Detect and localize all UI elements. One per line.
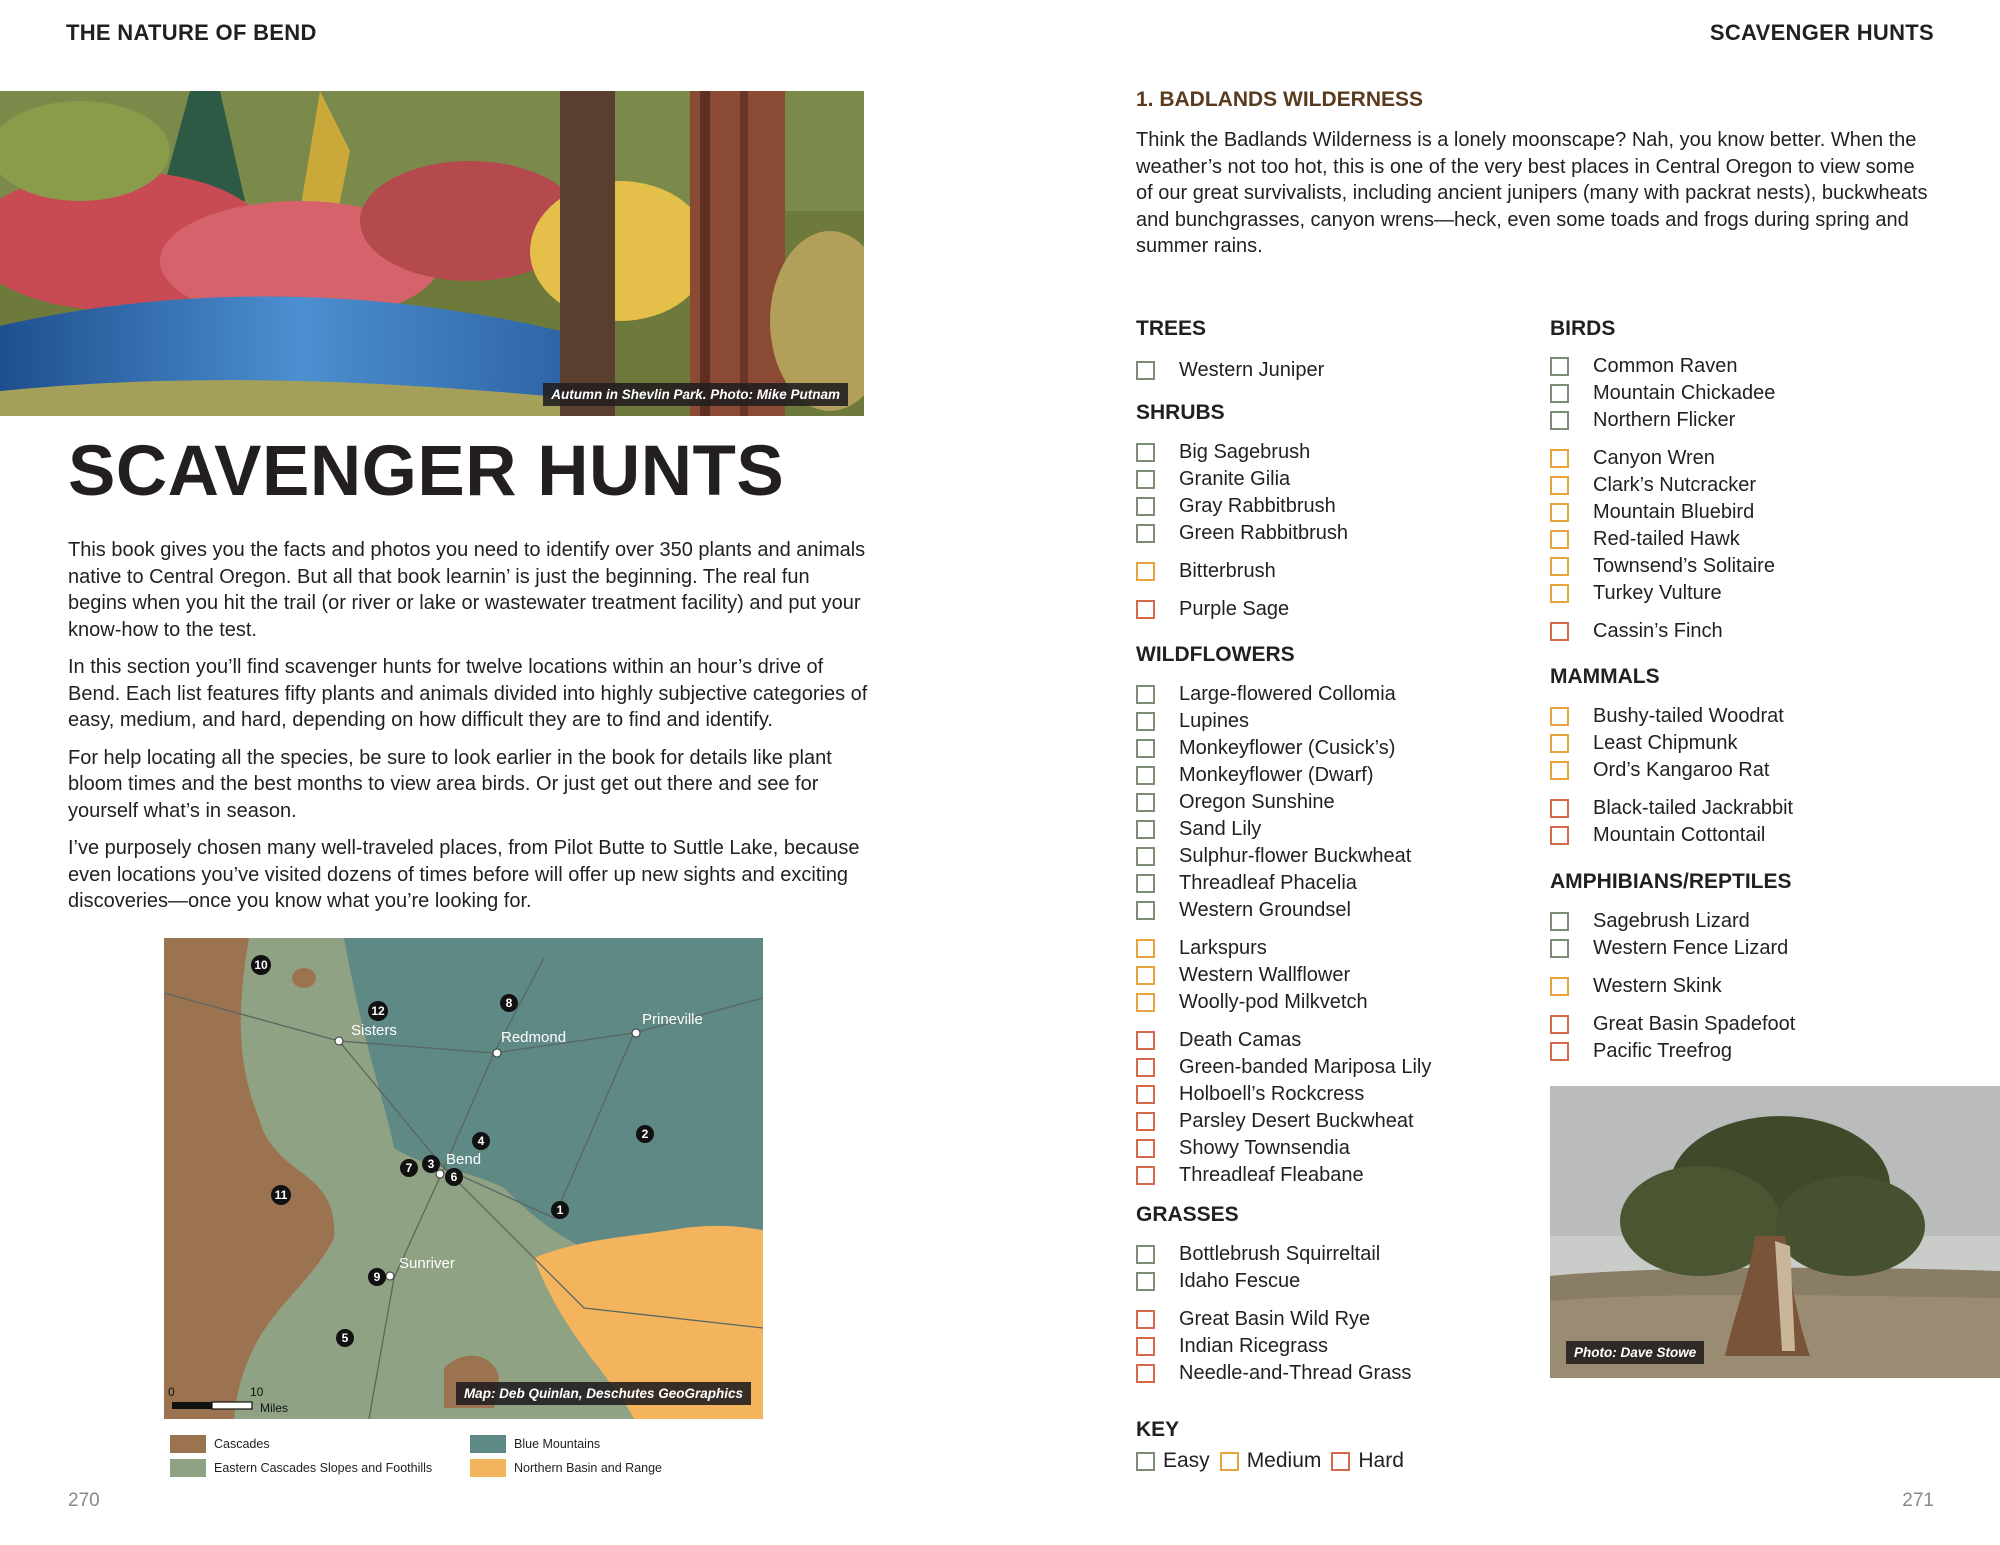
map-caption: Map: Deb Quinlan, Deschutes GeoGraphics [456,1382,751,1405]
svg-text:3: 3 [427,1157,435,1171]
category-trees: TREES [1136,317,1207,340]
section-text: Think the Badlands Wilderness is a lonely moonscape? Nah, you know better. When the weather’s not too hot, this is one of the very best places in Central Oregon to view some of our great survivalists, including ancient junipers (many with packrat nests), buckwheats and bunchgrasses, canyon wrens—heck, even some toads and frogs during spring and summer rains. [1136,129,1928,257]
svg-text:1: 1 [556,1203,564,1217]
checklist-item-birds: Mountain Chickadee [1593,382,1776,404]
checklist-item-mammals: Bushy-tailed Woodrat [1593,705,1784,727]
intro-paragraph: I’ve purposely chosen many well-traveled places, from Pilot Butte to Suttle Lake, because even locations you’ve visited dozens of times before will offer up new sights and exciting discoveries—once you know what you’re looking for. [68,837,860,912]
legend-swatch-cascades [170,1435,206,1453]
checkbox-wildflowers[interactable] [1136,874,1155,893]
checklist-item-shrubs: Bitterbrush [1179,560,1276,582]
site-marker-8 [500,994,518,1012]
checklist-item-shrubs: Gray Rabbitbrush [1179,495,1336,517]
checkbox-wildflowers[interactable] [1136,1085,1155,1104]
checklist-item-amphibians: Sagebrush Lizard [1593,910,1750,932]
checklist-item-wildflowers: Oregon Sunshine [1179,791,1335,813]
legend-swatch-basin [470,1459,506,1477]
legend-label: Eastern Cascades Slopes and Foothills [214,1461,433,1475]
checklist-item-grasses: Needle-and-Thread Grass [1179,1362,1412,1384]
key-heading: KEY [1136,1418,1180,1441]
checkbox-wildflowers[interactable] [1136,685,1155,704]
checklist-item-mammals: Ord’s Kangaroo Rat [1593,759,1770,781]
checklist-item-shrubs: Green Rabbitbrush [1179,522,1348,544]
checkbox-grasses[interactable] [1136,1310,1155,1329]
checkbox-wildflowers[interactable] [1136,847,1155,866]
checkbox-wildflowers[interactable] [1136,939,1155,958]
checkbox-wildflowers[interactable] [1136,901,1155,920]
checklist-item-shrubs: Granite Gilia [1179,468,1291,490]
checklist-item-wildflowers: Sulphur-flower Buckwheat [1179,845,1412,867]
checklist-item-grasses: Indian Ricegrass [1179,1335,1328,1357]
site-marker-7 [400,1159,418,1177]
checklist-item-wildflowers: Monkeyflower (Dwarf) [1179,764,1374,786]
category-mammals: MAMMALS [1550,665,1660,688]
site-marker-1 [551,1201,569,1219]
checklist-item-mammals: Mountain Cottontail [1593,824,1766,846]
checklist-item-birds: Mountain Bluebird [1593,501,1755,523]
checkbox-wildflowers[interactable] [1136,739,1155,758]
checklist-item-birds: Cassin’s Finch [1593,620,1723,642]
legend-blue [470,1435,600,1453]
svg-text:Miles: Miles [260,1401,289,1415]
page-number-right: 271 [1902,1490,1934,1511]
checkbox-birds[interactable] [1550,557,1569,576]
checkbox-birds[interactable] [1550,449,1569,468]
category-shrubs: SHRUBS [1136,401,1225,424]
checkbox-birds[interactable] [1550,476,1569,495]
checkbox-mammals[interactable] [1550,826,1569,845]
checkbox-mammals[interactable] [1550,734,1569,753]
checklist-item-amphibians: Great Basin Spadefoot [1593,1013,1796,1035]
checkbox-shrubs[interactable] [1136,524,1155,543]
svg-text:9: 9 [373,1270,381,1284]
svg-text:10: 10 [250,1385,264,1399]
key-medium-label: Medium [1246,1449,1322,1472]
key-medium-checkbox [1220,1452,1239,1471]
checkbox-mammals[interactable] [1550,761,1569,780]
checkbox-birds[interactable] [1550,584,1569,603]
western-juniper-photo [1550,1086,2000,1378]
page-number-left: 270 [68,1490,100,1511]
category-birds: BIRDS [1550,317,1616,340]
checkbox-amphibians[interactable] [1550,1015,1569,1034]
checkbox-amphibians[interactable] [1550,912,1569,931]
site-marker-6 [445,1168,463,1186]
legend-cascades [170,1435,270,1453]
checklist-item-wildflowers: Threadleaf Phacelia [1179,872,1357,894]
svg-text:0: 0 [168,1385,175,1399]
category-wildflowers: WILDFLOWERS [1136,643,1295,666]
juniper-photo-caption: Photo: Dave Stowe [1566,1341,1704,1364]
checkbox-wildflowers[interactable] [1136,1031,1155,1050]
checkbox-birds[interactable] [1550,530,1569,549]
svg-text:5: 5 [341,1331,349,1345]
site-marker-5 [336,1329,354,1347]
svg-text:2: 2 [641,1127,649,1141]
checklist-item-grasses: Idaho Fescue [1179,1270,1301,1292]
checkbox-birds[interactable] [1550,357,1569,376]
svg-text:4: 4 [477,1134,485,1148]
checkbox-shrubs[interactable] [1136,497,1155,516]
checklist-item-birds: Clark’s Nutcracker [1593,474,1756,496]
checkbox-shrubs[interactable] [1136,600,1155,619]
checklist-item-amphibians: Western Skink [1593,975,1722,997]
photo-caption: Autumn in Shevlin Park. Photo: Mike Putnam [543,383,848,406]
checkbox-wildflowers[interactable] [1136,820,1155,839]
town-label-bend: Bend [446,1151,482,1168]
checkbox-birds[interactable] [1550,622,1569,641]
checklist-item-shrubs: Purple Sage [1179,598,1290,620]
key-hard-label: Hard [1358,1449,1404,1472]
section-heading: 1. BADLANDS WILDERNESS [1136,88,1424,111]
checklist-item-wildflowers: Lupines [1179,710,1250,732]
category-amphibians-reptiles: AMPHIBIANS/REPTILES [1550,870,1792,893]
site-marker-3 [422,1155,440,1173]
checklist-item-wildflowers: Western Wallflower [1179,964,1351,986]
checklist-item-wildflowers: Monkeyflower (Cusick’s) [1179,737,1396,759]
category-grasses: GRASSES [1136,1203,1239,1226]
checklist-item-shrubs: Big Sagebrush [1179,441,1311,463]
checklist-item-wildflowers: Death Camas [1179,1029,1302,1051]
checkbox-wildflowers[interactable] [1136,1139,1155,1158]
town-label-prineville: Prineville [642,1011,703,1028]
town-label-sunriver: Sunriver [399,1255,455,1272]
intro-paragraph: For help locating all the species, be sure to look earlier in the book for details like plant bloom times and the best months to view area birds. Or just get out there and see for yourself what’s in season. [68,746,832,822]
legend-label: Cascades [214,1437,270,1451]
checkbox-wildflowers[interactable] [1136,1112,1155,1131]
intro-paragraph: In this section you’ll find scavenger hunts for twelve locations within an hour’s drive of Bend. Each list features fifty plants and animals divided into highly subjective categories of easy, medium, and hard, depending on how difficult they are to find and identify. [68,656,868,731]
checklist-item-wildflowers: Larkspurs [1179,937,1267,959]
running-head-right: SCAVENGER HUNTS [1709,20,1934,45]
key-hard-checkbox [1331,1452,1350,1471]
checkbox-wildflowers[interactable] [1136,1058,1155,1077]
svg-text:7: 7 [405,1161,413,1175]
key-easy-checkbox [1136,1452,1155,1471]
checkbox-wildflowers[interactable] [1136,966,1155,985]
checklist-item-wildflowers: Parsley Desert Buckwheat [1179,1110,1414,1132]
checklist-item-wildflowers: Large-flowered Collomia [1179,683,1396,705]
svg-text:10: 10 [254,958,268,972]
checklist-item-wildflowers: Sand Lily [1179,818,1262,840]
checkbox-grasses[interactable] [1136,1272,1155,1291]
checkbox-amphibians[interactable] [1550,1042,1569,1061]
checkbox-mammals[interactable] [1550,799,1569,818]
checklist-item-amphibians: Pacific Treefrog [1593,1040,1732,1062]
checklist-item-wildflowers: Holboell’s Rockcress [1179,1083,1365,1105]
legend-label: Blue Mountains [514,1437,601,1451]
checklist-item-birds: Townsend’s Solitaire [1593,555,1775,577]
site-marker-10 [251,955,271,975]
checkbox-birds[interactable] [1550,411,1569,430]
legend-swatch-eastern [170,1459,206,1477]
checklist-item-wildflowers: Showy Townsendia [1179,1137,1350,1159]
intro-text [68,537,868,926]
checklist-item-wildflowers: Western Groundsel [1179,899,1351,921]
svg-text:12: 12 [371,1004,385,1018]
legend-swatch-blue [470,1435,506,1453]
checklist-item-birds: Turkey Vulture [1593,582,1722,604]
checkbox-wildflowers[interactable] [1136,1166,1155,1185]
checklist-item-mammals: Black-tailed Jackrabbit [1593,797,1794,819]
legend-eastern [170,1459,432,1477]
intro-paragraph: This book gives you the facts and photos you need to identify over 350 plants and animals native to Central Oregon. But all that book learnin’ is just the beginning. The real fun begins when you hit the trail (or river or lake or wastewater treatment facility) and put your know-how to the test. [68,539,866,641]
svg-text:6: 6 [450,1170,458,1184]
ecoregion-map [164,938,763,1419]
checkbox-grasses[interactable] [1136,1245,1155,1264]
site-marker-11 [271,1185,291,1205]
checkbox-shrubs[interactable] [1136,562,1155,581]
checkbox-wildflowers[interactable] [1136,766,1155,785]
checkbox-birds[interactable] [1550,384,1569,403]
site-marker-4 [472,1132,490,1150]
checklist-item-birds: Canyon Wren [1593,447,1715,469]
checkbox-amphibians[interactable] [1550,939,1569,958]
checkbox-wildflowers[interactable] [1136,993,1155,1012]
key-easy-label: Easy [1163,1449,1210,1472]
checklist-item-grasses: Bottlebrush Squirreltail [1179,1243,1381,1265]
checkbox-trees[interactable] [1136,361,1155,380]
checklist-item-wildflowers: Woolly-pod Milkvetch [1179,991,1368,1013]
checkbox-amphibians[interactable] [1550,977,1569,996]
town-label-redmond: Redmond [501,1029,567,1046]
checkbox-birds[interactable] [1550,503,1569,522]
checklist-item-wildflowers: Green-banded Mariposa Lily [1179,1056,1432,1078]
checklist-item-mammals: Least Chipmunk [1593,732,1738,754]
checkbox-wildflowers[interactable] [1136,793,1155,812]
legend-basin [470,1459,662,1477]
site-marker-12 [368,1001,388,1021]
checkbox-shrubs[interactable] [1136,470,1155,489]
site-marker-9 [368,1268,386,1286]
checklist-item-birds: Common Raven [1593,355,1738,377]
site-marker-2 [636,1125,654,1143]
checklist-item-amphibians: Western Fence Lizard [1593,937,1789,959]
checkbox-shrubs[interactable] [1136,443,1155,462]
checklist-item-trees: Western Juniper [1179,359,1325,381]
checklist-item-wildflowers: Threadleaf Fleabane [1179,1164,1364,1186]
page-title: SCAVENGER HUNTS [68,432,785,511]
checkbox-grasses[interactable] [1136,1337,1155,1356]
checkbox-mammals[interactable] [1550,707,1569,726]
svg-text:11: 11 [274,1188,288,1202]
town-label-sisters: Sisters [351,1022,397,1039]
running-head-left: THE NATURE OF BEND [66,20,317,45]
svg-text:8: 8 [505,996,513,1010]
difficulty-key [1136,1449,1414,1473]
autumn-shevlin-park-photo [0,91,864,416]
checklist-item-grasses: Great Basin Wild Rye [1179,1308,1371,1330]
checklist-item-birds: Northern Flicker [1593,409,1736,431]
checkbox-grasses[interactable] [1136,1364,1155,1383]
checkbox-wildflowers[interactable] [1136,712,1155,731]
legend-label: Northern Basin and Range [514,1461,663,1475]
checklist-item-birds: Red-tailed Hawk [1593,528,1740,550]
